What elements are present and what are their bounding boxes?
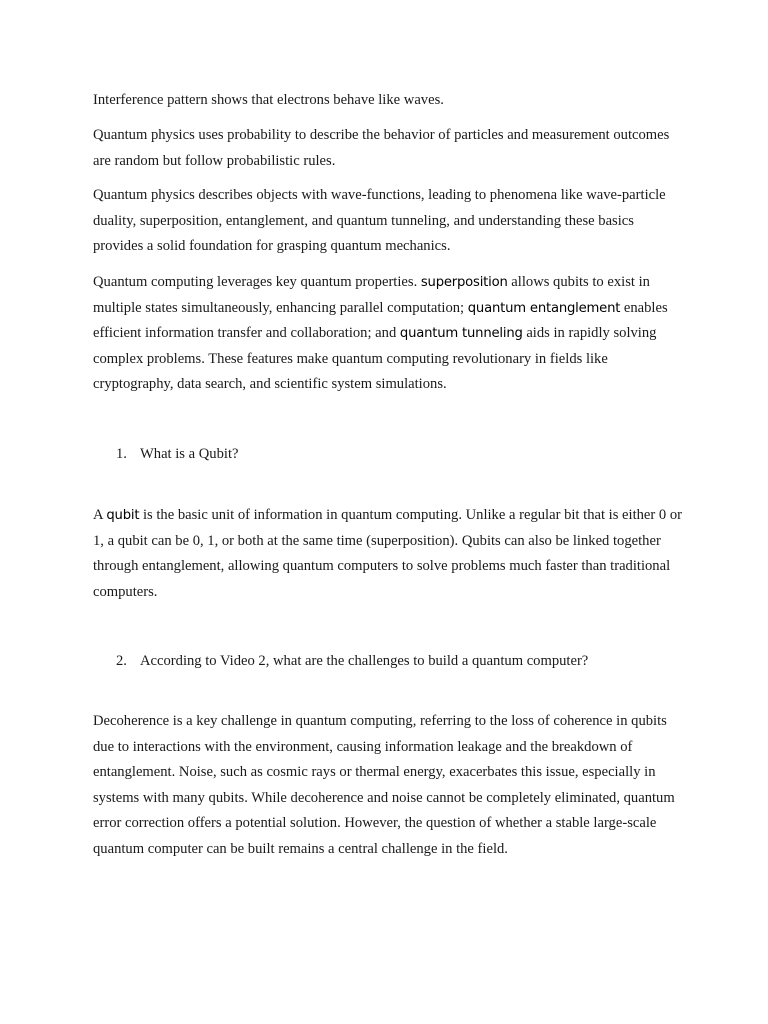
keyword-quantum-entanglement: quantum entanglement — [467, 300, 621, 316]
text-run: enables efficient information transfer and collaboration; and — [93, 299, 668, 341]
paragraph-interference: Interference pattern shows that electrons behave like waves. — [93, 92, 444, 108]
answer-2: Decoherence is a key challenge in quantum computing, referring to the loss of coherence in qubits due to interactions with the environment, causing information leakage and the breakdown of entanglement. Noise, such as cosmic rays or thermal energy, exacerbates this issue, especially in systems with many qubits. While decoherence and noise cannot be completely eliminated, quantum error correction offers a potential solution. However, the question of whether a stable large-scale quantum computer can be built remains a central challenge in the field. — [93, 713, 675, 857]
question-1 — [116, 442, 238, 467]
text-run: Quantum computing leverages key quantum properties. — [93, 274, 421, 290]
keyword-superposition: superposition — [420, 275, 508, 290]
text-run: aids in rapidly solving complex problems. These features make quantum computing revolutionary in fields like cryptography, data search, and scientific system simulations. — [93, 325, 657, 392]
question-2-text: According to Video 2, what are the challenges to build a quantum computer? — [140, 653, 589, 669]
text-run: is the basic unit of information in quantum computing. Unlike a regular bit that is either 0 or 1, a qubit can be 0, 1, or both at the same time (superposition). Qubits can also be linked together through entanglement, allowing quantum computers to solve problems much faster than traditional computers. — [93, 507, 683, 600]
keyword-qubit: qubit — [106, 508, 140, 523]
text-run: allows qubits to exist in multiple states simultaneously, enhancing parallel computation; — [93, 274, 650, 316]
answer-1 — [93, 503, 685, 605]
paragraph-quantum-computing — [93, 270, 685, 398]
question-1-text: What is a Qubit? — [140, 446, 239, 462]
question-2 — [116, 649, 588, 674]
keyword-quantum-tunneling: quantum tunneling — [399, 326, 523, 341]
paragraph-wave-functions: Quantum physics describes objects with wave-functions, leading to phenomena like wave-particle duality, superposition, entanglement, and quantum tunneling, and understanding these basics provides a solid foundation for grasping quantum mechanics. — [93, 187, 666, 254]
paragraph-probability: Quantum physics uses probability to describe the behavior of particles and measurement outcomes are random but follow probabilistic rules. — [93, 127, 670, 169]
text-run: A — [93, 507, 107, 523]
question-2-number: 2. — [116, 653, 127, 669]
question-1-number: 1. — [116, 446, 127, 462]
